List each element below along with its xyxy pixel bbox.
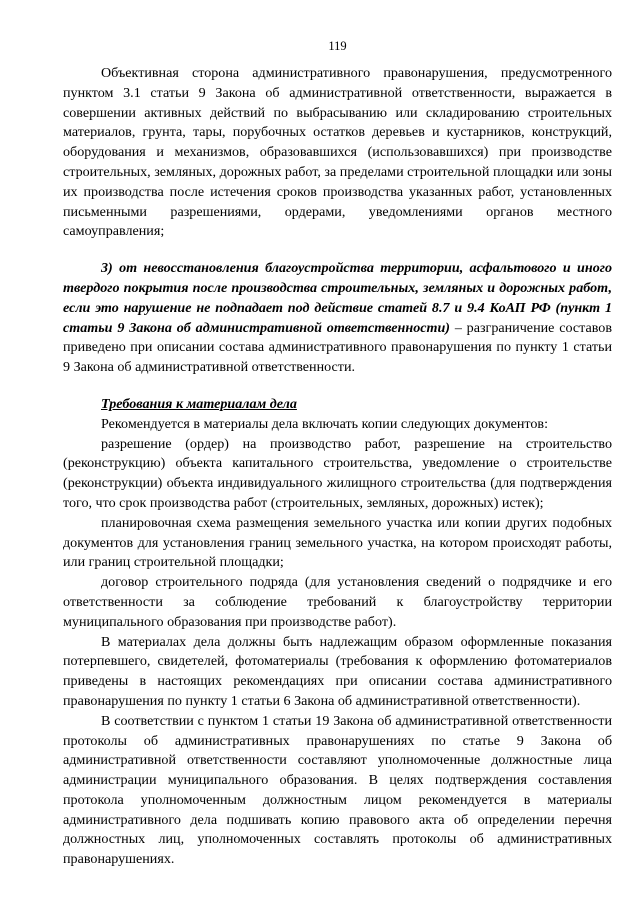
- paragraph-item-3: [63, 259, 612, 378]
- page-number: 119: [328, 39, 347, 53]
- paragraph-objective-side: Объективная сторона административного правонарушения, предусмотренного пунктом 3.1 статьи 9 Закона об административной ответственности, выражается в совершении активных действий по выбрасыванию или складированию строительных материалов, грунта, тары, порубочных остатков деревьев и кустарников, конструкций, оборудования и механизмов, образовавшихся (использовавшихся) при производстве строительных, земляных, дорожных работ, за пределами строительной площадки или зоны их производства после истечения сроков производства указанных работ, установленных письменными разрешениями, ордерами, уведомлениями органов местного самоуправления;: [63, 65, 612, 240]
- item-3-title: 3) от невосстановления благоустройства территории, асфальтового и иного твердого покрытия после производства строительных, земляных и дорожных работ, если это нарушение не подпадает под действие статей 8.7 и 9.4 КоАП РФ (пункт 1 статьи 9 Закона об административной ответственности): [63, 260, 612, 336]
- paragraph-protocols: В соответствии с пунктом 1 статьи 19 Закона об административной ответственности протоколы об административных правонарушениях по статье 9 Закона об административной ответственности составляют уполномоченные должностные лица администрации муниципального образования. В целях подтверждения составления протокола уполномоченным должностным лицом рекомендуется в материалы административного дела подшивать копию правового акта об определении перечня должностных лиц, уполномоченных составлять протоколы об административных правонарушениях.: [63, 712, 612, 868]
- paragraph-contract: договор строительного подряда (для установления сведений о подрядчике и его ответственности за соблюдение требований к благоустройству территории муниципального образования при производстве работ).: [63, 574, 612, 630]
- paragraph-permit: разрешение (ордер) на производство работ, разрешение на строительство (реконструкцию) объекта капитального строительства, уведомление о строительстве (реконструкции) объекта индивидуального жилищного строительства (для подтверждения того, что срок производства работ (строительных, земляных, дорожных) истек);: [63, 435, 612, 511]
- paragraph-case-materials: В материалах дела должны быть надлежащим образом оформленные показания потерпевшего, свидетелей, фотоматериалы (требования к оформлению фотоматериалов приведены в настоящих рекомендациях при описании состава административного правонарушения по пункту 1 статьи 6 Закона об административной ответственности).: [63, 633, 612, 709]
- section-heading: Требования к материалам дела: [101, 395, 297, 412]
- paragraph-recommendation: Рекомендуется в материалы дела включать копии следующих документов:: [101, 415, 548, 432]
- document-body: [63, 64, 612, 870]
- item-3-text: – разграничение составов приведено при описании состава административного правонарушения по пункту 1 статьи 9 Закона об административной ответственности.: [63, 319, 612, 376]
- paragraph-site-plan: планировочная схема размещения земельного участка или копии других подобных документов для установления границ земельного участка, на котором происходят работы, или границ строительной площадки;: [63, 514, 612, 571]
